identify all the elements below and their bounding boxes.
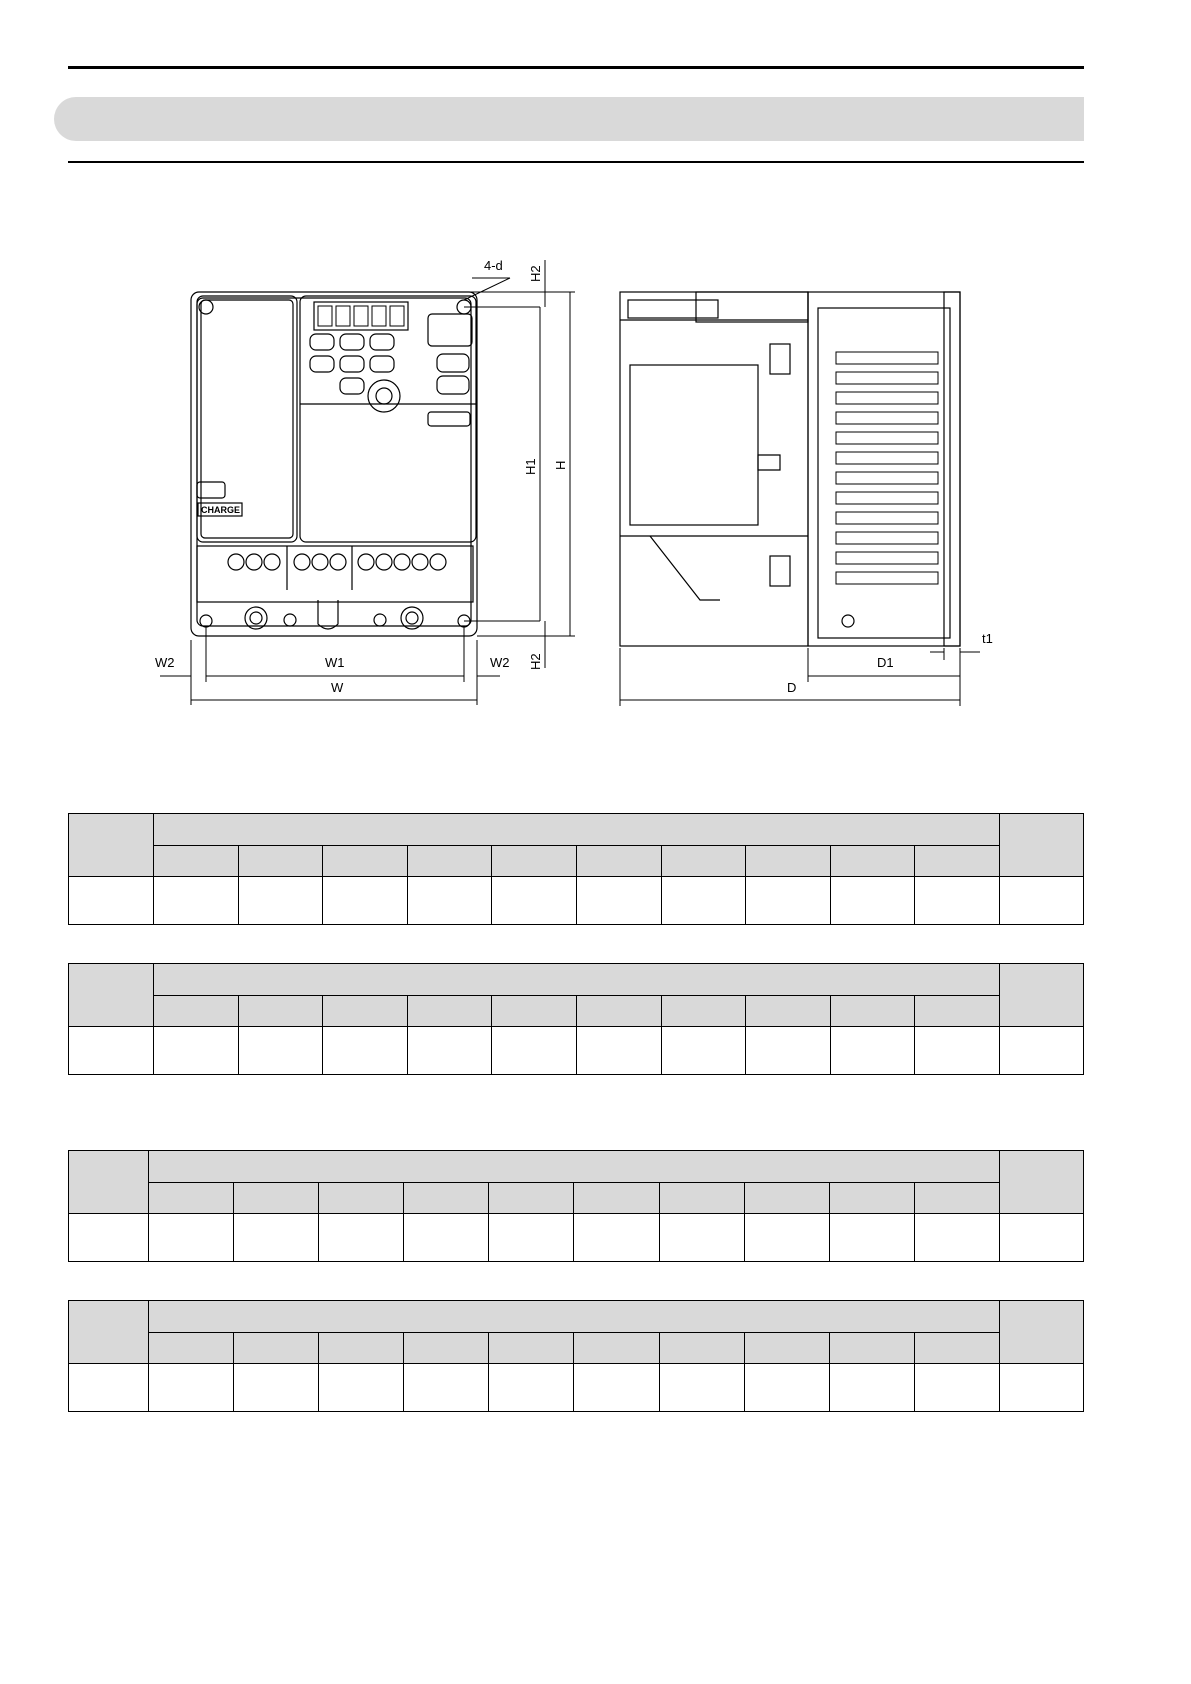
table-cell: [69, 877, 154, 925]
table-row: [69, 877, 1084, 925]
table-subheader-cell: [659, 1333, 744, 1364]
table-subheader-cell: [492, 996, 577, 1027]
charge-label: CHARGE: [201, 505, 241, 515]
table-cell: [659, 1364, 744, 1412]
table-subheader-cell: [323, 996, 408, 1027]
table-subheader-cell: [915, 996, 1000, 1027]
table-cell: [746, 1027, 831, 1075]
table-cell: [319, 1364, 404, 1412]
table-row: [69, 1214, 1084, 1262]
table-subheader-cell: [149, 1333, 234, 1364]
table-subheader-cell: [914, 1333, 999, 1364]
dimension-table-3: [68, 1150, 1084, 1262]
table-subheader-cell: [830, 846, 915, 877]
table-header-cell: [149, 1301, 1000, 1333]
table-cell: [492, 877, 577, 925]
table-cell: [323, 1027, 408, 1075]
table-subheader-cell: [319, 1333, 404, 1364]
table-cell: [1000, 877, 1084, 925]
table-subheader-cell: [915, 846, 1000, 877]
table-cell: [746, 877, 831, 925]
table-subheader-cell: [914, 1183, 999, 1214]
dim-label-w1: W1: [325, 655, 345, 670]
table-cell: [1000, 1027, 1084, 1075]
dimension-table-1: [68, 813, 1084, 925]
table-cell: [69, 1214, 149, 1262]
table-header-cell: [1000, 1301, 1084, 1364]
front-view: [191, 292, 477, 636]
table-subheader-cell: [830, 996, 915, 1027]
table-subheader-cell: [323, 846, 408, 877]
table-subheader-cell: [489, 1333, 574, 1364]
table-subheader-cell: [574, 1333, 659, 1364]
table-subheader-cell: [746, 996, 831, 1027]
dim-label-w2-left: W2: [155, 655, 175, 670]
table-cell: [319, 1214, 404, 1262]
table-cell: [323, 877, 408, 925]
dim-label-w: W: [331, 680, 344, 695]
table-cell: [489, 1364, 574, 1412]
table-subheader-cell: [576, 996, 661, 1027]
table-cell: [1000, 1364, 1084, 1412]
table-cell: [574, 1364, 659, 1412]
table-header-cell: [69, 964, 154, 1027]
table-row: [69, 1027, 1084, 1075]
table-header-cell: [154, 964, 1000, 996]
table-subheader-cell: [659, 1183, 744, 1214]
table-cell: [914, 1364, 999, 1412]
table-cell: [407, 877, 492, 925]
table-subheader-cell: [829, 1183, 914, 1214]
table-cell: [407, 1027, 492, 1075]
table-subheader-cell: [238, 846, 323, 877]
dim-label-4d: 4-d: [484, 258, 503, 273]
dim-label-h1: H1: [523, 458, 538, 475]
table-header-cell: [69, 814, 154, 877]
table-cell: [829, 1364, 914, 1412]
table-cell: [492, 1027, 577, 1075]
table-cell: [829, 1214, 914, 1262]
dim-label-h2-top: H2: [528, 265, 543, 282]
table-cell: [154, 877, 239, 925]
table-header-cell: [1000, 1151, 1084, 1214]
table-cell: [830, 1027, 915, 1075]
table-cell: [238, 877, 323, 925]
dim-label-h2-bottom: H2: [528, 653, 543, 670]
dim-label-h: H: [553, 460, 568, 470]
table-subheader-cell: [238, 996, 323, 1027]
table-header-cell: [1000, 964, 1084, 1027]
table-cell: [915, 1027, 1000, 1075]
table-header-cell: [69, 1301, 149, 1364]
table-cell: [661, 877, 746, 925]
table-cell: [404, 1364, 489, 1412]
table-subheader-cell: [234, 1183, 319, 1214]
table-cell: [744, 1214, 829, 1262]
table-subheader-cell: [404, 1333, 489, 1364]
table-subheader-cell: [829, 1333, 914, 1364]
dim-label-t1: t1: [982, 631, 993, 646]
table-row: [69, 1364, 1084, 1412]
dimension-table-2: [68, 963, 1084, 1075]
table-header-cell: [154, 814, 1000, 846]
table-subheader-cell: [744, 1333, 829, 1364]
table-subheader-cell: [574, 1183, 659, 1214]
table-subheader-cell: [489, 1183, 574, 1214]
table-cell: [234, 1364, 319, 1412]
table-cell: [238, 1027, 323, 1075]
table-subheader-cell: [744, 1183, 829, 1214]
table-subheader-cell: [661, 846, 746, 877]
table-cell: [154, 1027, 239, 1075]
dim-label-d: D: [787, 680, 797, 695]
table-cell: [576, 877, 661, 925]
dimension-table-4: [68, 1300, 1084, 1412]
side-view: [620, 292, 960, 646]
dimension-drawing: [0, 0, 1191, 720]
table-subheader-cell: [661, 996, 746, 1027]
table-subheader-cell: [407, 996, 492, 1027]
table-cell: [574, 1214, 659, 1262]
table-cell: [659, 1214, 744, 1262]
table-subheader-cell: [319, 1183, 404, 1214]
table-cell: [661, 1027, 746, 1075]
table-cell: [234, 1214, 319, 1262]
table-cell: [576, 1027, 661, 1075]
table-cell: [489, 1214, 574, 1262]
table-cell: [69, 1027, 154, 1075]
table-subheader-cell: [407, 846, 492, 877]
table-subheader-cell: [154, 996, 239, 1027]
table-cell: [830, 877, 915, 925]
table-header-cell: [69, 1151, 149, 1214]
table-cell: [149, 1214, 234, 1262]
table-subheader-cell: [746, 846, 831, 877]
table-subheader-cell: [234, 1333, 319, 1364]
table-cell: [149, 1364, 234, 1412]
table-cell: [1000, 1214, 1084, 1262]
table-header-cell: [1000, 814, 1084, 877]
table-subheader-cell: [149, 1183, 234, 1214]
dim-label-d1: D1: [877, 655, 894, 670]
dim-label-w2-right: W2: [490, 655, 510, 670]
table-subheader-cell: [154, 846, 239, 877]
table-subheader-cell: [404, 1183, 489, 1214]
table-subheader-cell: [492, 846, 577, 877]
table-cell: [404, 1214, 489, 1262]
table-subheader-cell: [576, 846, 661, 877]
table-cell: [915, 877, 1000, 925]
table-cell: [914, 1214, 999, 1262]
table-cell: [744, 1364, 829, 1412]
table-header-cell: [149, 1151, 1000, 1183]
table-cell: [69, 1364, 149, 1412]
